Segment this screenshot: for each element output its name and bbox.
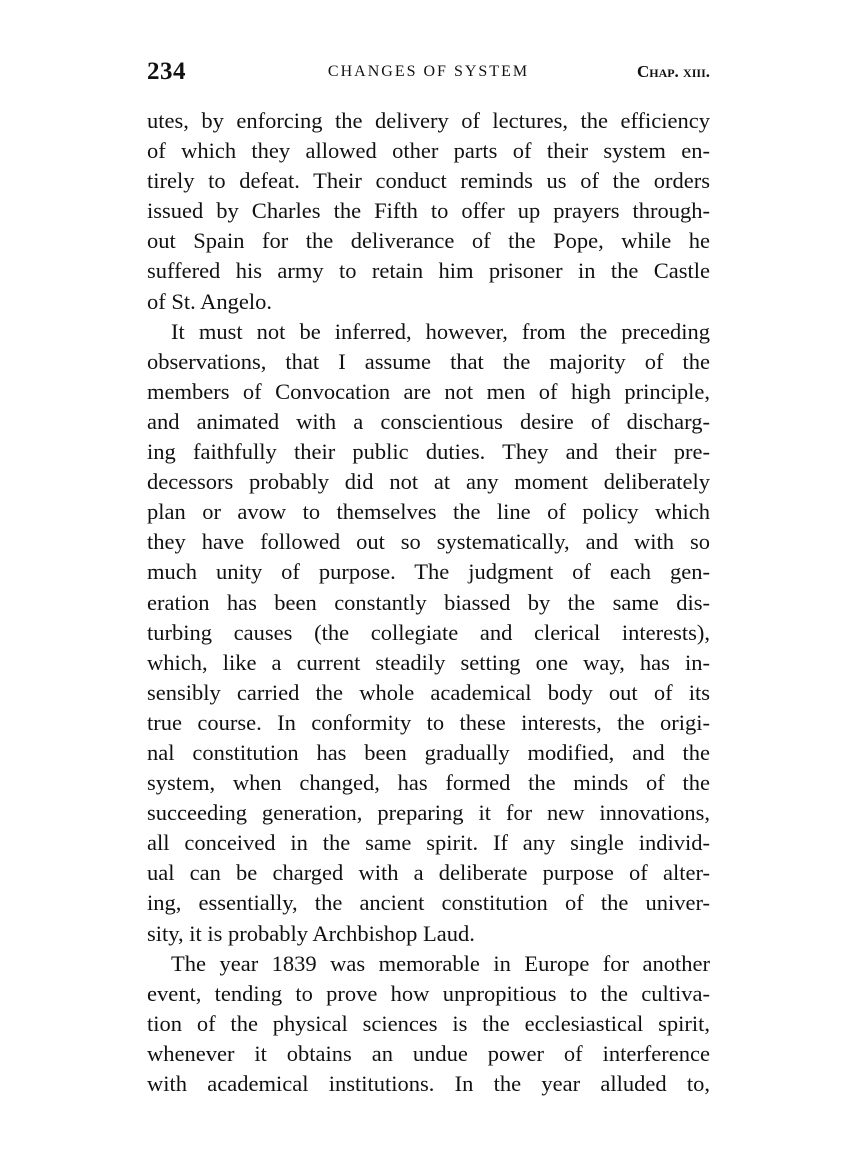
- text-line: The year 1839 was memorable in Europe for another: [171, 950, 710, 976]
- text-line: of which they allowed other parts of their system en-: [147, 138, 710, 164]
- text-line: they have followed out so systematically, and with so: [147, 529, 710, 555]
- text-line: all conceived in the same spirit. If any single individ-: [147, 830, 710, 856]
- text-line: suffered his army to retain him prisoner in the Castle: [147, 258, 710, 284]
- text-line: system, when changed, has formed the minds of the: [147, 770, 710, 796]
- text-line: whenever it obtains an undue power of interference: [147, 1040, 710, 1066]
- text-line: much unity of purpose. The judgment of each gen-: [147, 559, 710, 585]
- text-line: sity, it is probably Archbishop Laud.: [147, 920, 475, 946]
- text-line: issued by Charles the Fifth to offer up prayers through-: [147, 198, 710, 224]
- text-line: sensibly carried the whole academical body out of its: [147, 679, 710, 705]
- text-line: true course. In conformity to these interests, the origi-: [147, 709, 710, 735]
- running-title: CHANGES OF SYSTEM: [327, 63, 530, 80]
- text-line: plan or avow to themselves the line of policy which: [147, 499, 710, 525]
- text-line: ing, essentially, the ancient constitution of the univer-: [147, 890, 710, 916]
- chapter-label: Chap. xiii.: [636, 62, 710, 81]
- text-line: observations, that I assume that the majority of the: [147, 348, 710, 374]
- text-line: which, like a current steadily setting one way, has in-: [147, 649, 710, 675]
- text-line: decessors probably did not at any moment deliberately: [147, 469, 710, 495]
- text-line: with academical institutions. In the year alluded to,: [147, 1071, 710, 1096]
- body-text: [147, 106, 710, 1099]
- text-line: ual can be charged with a deliberate purpose of alter-: [147, 860, 710, 886]
- text-line: ing faithfully their public duties. They and their pre-: [147, 439, 710, 465]
- text-line: It must not be inferred, however, from the preceding: [171, 318, 710, 344]
- page-header: [147, 58, 710, 94]
- text-line: eration has been constantly biassed by the same dis-: [147, 589, 710, 615]
- text-line: members of Convocation are not men of high principle,: [147, 378, 710, 404]
- text-line: utes, by enforcing the delivery of lectures, the efficiency: [147, 108, 710, 133]
- text-line: turbing causes (the collegiate and clerical interests),: [147, 619, 710, 645]
- text-line: tirely to defeat. Their conduct reminds us of the orders: [147, 168, 710, 194]
- text-line: nal constitution has been gradually modified, and the: [147, 739, 710, 765]
- text-line: tion of the physical sciences is the ecclesiastical spirit,: [147, 1010, 710, 1036]
- page-number: 234: [147, 58, 186, 85]
- text-line: of St. Angelo.: [147, 288, 273, 314]
- text-line: event, tending to prove how unpropitious to the cultiva-: [147, 980, 710, 1006]
- text-line: and animated with a conscientious desire of discharg-: [147, 408, 710, 434]
- text-line: succeeding generation, preparing it for new innovations,: [147, 800, 710, 826]
- text-line: out Spain for the deliverance of the Pope, while he: [147, 228, 710, 254]
